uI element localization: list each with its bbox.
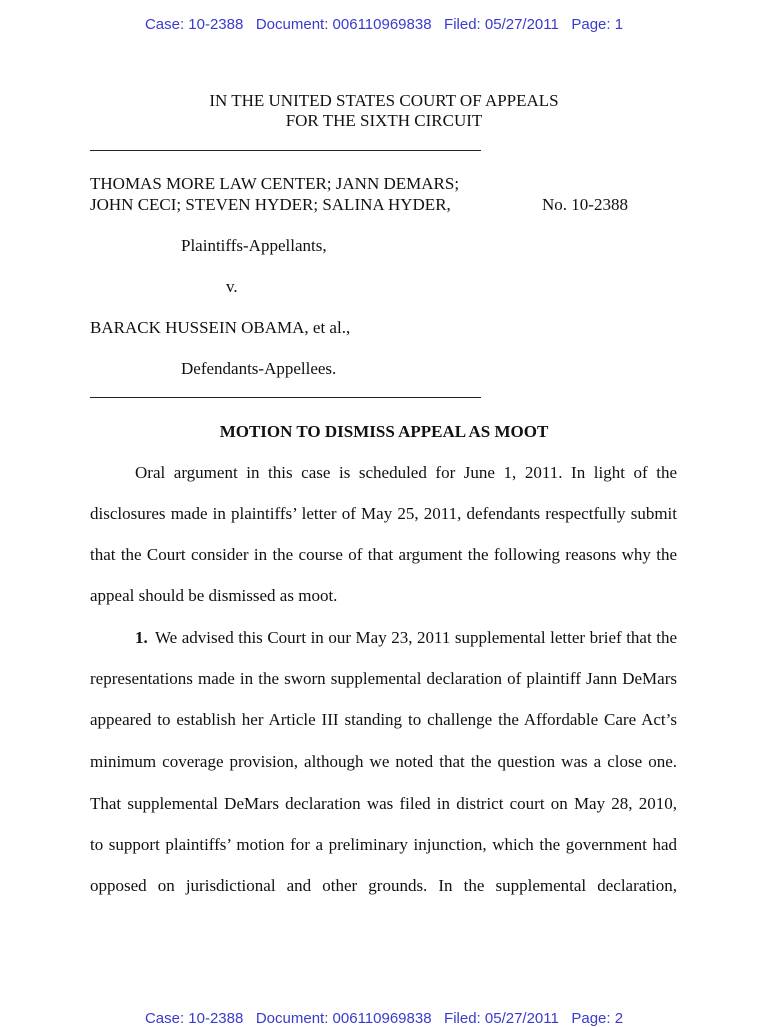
plaintiffs-names-line2: JOHN CECI; STEVEN HYDER; SALINA HYDER, <box>90 195 451 214</box>
court-name-line2: FOR THE SIXTH CIRCUIT <box>285 111 483 130</box>
paragraph-1-line-1: Oral argument in this case is scheduled for June 1, 2011. In light of the <box>135 463 677 482</box>
paragraph-2-line-3: appeared to establish her Article III standing to challenge the Affordable Care Act’s <box>90 710 677 729</box>
paragraph-2-line-5: That supplemental DeMars declaration was filed in district court on May 28, 2010, <box>90 794 677 813</box>
paragraph-1-line-3: that the Court consider in the course of that argument the following reasons why the <box>90 545 677 564</box>
plaintiffs-names-line1: THOMAS MORE LAW CENTER; JANN DEMARS; <box>90 174 460 193</box>
paragraph-2-line-1: We advised this Court in our May 23, 2011 supplemental letter brief that the <box>155 628 677 647</box>
paragraph-2-line-7: opposed on jurisdictional and other grounds. In the supplemental declaration, <box>90 876 677 895</box>
case-number: No. 10-2388 <box>542 195 628 214</box>
court-name-line1: IN THE UNITED STATES COURT OF APPEALS <box>209 91 559 110</box>
paragraph-2-line-4: minimum coverage provision, although we noted that the question was a close one. <box>90 752 677 771</box>
plaintiffs-role: Plaintiffs-Appellants, <box>181 236 327 255</box>
ecf-header-stamp-next-page: Case: 10-2388 Document: 006110969838 Filed: 05/27/2011 Page: 2 <box>144 1010 624 1027</box>
versus: v. <box>226 277 238 296</box>
paragraph-2-number: 1. <box>135 628 148 647</box>
paragraph-2-line-6: to support plaintiffs’ motion for a preliminary injunction, which the government had <box>90 835 677 854</box>
defendants-names: BARACK HUSSEIN OBAMA, et al., <box>90 318 351 337</box>
motion-title: MOTION TO DISMISS APPEAL AS MOOT <box>219 422 549 441</box>
caption-rule-bottom <box>90 397 481 398</box>
defendants-role: Defendants-Appellees. <box>181 359 337 378</box>
caption-rule-top <box>90 150 481 151</box>
ecf-header-stamp: Case: 10-2388 Document: 006110969838 Filed: 05/27/2011 Page: 1 <box>144 16 624 33</box>
paragraph-1-line-2: disclosures made in plaintiffs’ letter of May 25, 2011, defendants respectfully submit <box>90 504 677 523</box>
paragraph-2-line-2: representations made in the sworn supplemental declaration of plaintiff Jann DeMars <box>90 669 677 688</box>
paragraph-1-line-4: appeal should be dismissed as moot. <box>90 586 338 605</box>
